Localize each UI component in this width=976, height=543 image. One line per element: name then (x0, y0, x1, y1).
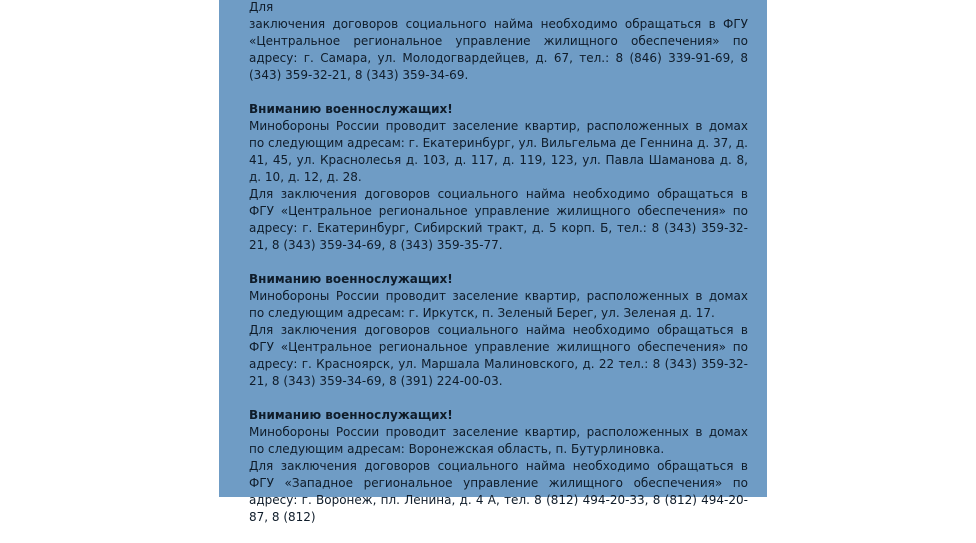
notice-text: Минобороны России проводит заселение квартир, расположенных в домах по следующим адресам: г. Екатеринбург, ул. Вильгельма де Геннина д. 37, д. 41, 45, ул. Краснолесья д. 103, д. 117, д. 119, 123, ул. Павла Шаманова д. 8, д. 10, д. 12, д. 28. (249, 119, 748, 184)
notice-heading: Вниманию военнослужащих! (249, 408, 453, 422)
notice-text: Минобороны России проводит заселение квартир, расположенных в домах по следующим адресам: г. Иркутск, п. Зеленый Берег, ул. Зеленая д. 17. (249, 289, 748, 320)
notice-text: Минобороны России проводит заселение квартир, расположенных в домах по следующим адресам: Воронежская область, п. Бутурлиновка. (249, 425, 748, 456)
notice-contact-text: Для заключения договоров социального найма необходимо обращаться в ФГУ «Центральное региональное управление жилищного обеспечения» по адресу: г. Красноярск, ул. Маршала Малиновского, д. 22 тел.: 8 (343) 359-32-21, 8 (343) 359-34-69, 8 (391) 224-00-03. (249, 323, 748, 388)
notice-block (249, 0, 748, 84)
notice-heading: Вниманию военнослужащих! (249, 272, 453, 286)
notices-list (249, 0, 748, 543)
notice-contact-text: заключения договоров социального найма необходимо обращаться в ФГУ «Центральное региональное управление жилищного обеспечения» по адресу: г. Самара, ул. Молодогвардейцев, д. 67, тел.: 8 (846) 339-91-69, 8 (343) 359-32-21, 8 (343) 359-34-69. (249, 17, 748, 82)
notice-contact-text: Для заключения договоров социального найма необходимо обращаться в ФГУ «Западное региональное управление жилищного обеспечения» по адресу: г. Воронеж, пл. Ленина, д. 4 А, тел. 8 (812) 494-20-33, 8 (812) 494-20-87, 8 (812) (249, 459, 748, 524)
content-column (219, 0, 767, 524)
notice-block (249, 271, 748, 390)
notice-block (249, 407, 748, 526)
notice-block (249, 101, 748, 254)
notice-text: Для (249, 0, 274, 14)
notice-contact-text: Для заключения договоров социального найма необходимо обращаться в ФГУ «Центральное региональное управление жилищного обеспечения» по адресу: г. Екатеринбург, Сибирский тракт, д. 5 корп. Б, тел.: 8 (343) 359-32-21, 8 (343) 359-34-69, 8 (343) 359-35-77. (249, 187, 748, 252)
notice-heading: Вниманию военнослужащих! (249, 102, 453, 116)
